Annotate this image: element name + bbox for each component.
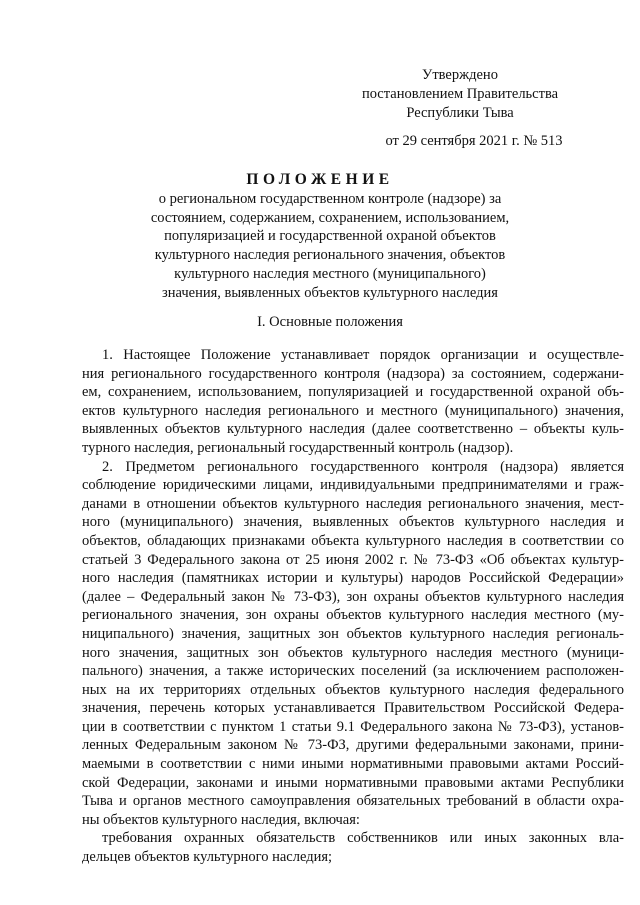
body-line: ных на их территориях отдельных объектов культурного наследия федерального: [82, 681, 624, 698]
subtitle-line: культурного наследия регионального значения, объектов: [154, 247, 506, 264]
section-heading: I. Основные положения: [257, 314, 403, 330]
approval-stamp: [340, 66, 580, 151]
body-line: ниципального) значения, защитных зон объектов культурного наследия региональ-: [82, 625, 624, 642]
approval-line: постановлением Правительства: [361, 86, 559, 102]
body-line: регионального значения, зон охраны объектов культурного наследия местного (му-: [82, 607, 624, 624]
subtitle-line: культурного наследия местного (муниципального): [174, 265, 486, 282]
subtitle-line: популяризацией и государственной охраной объектов: [164, 228, 496, 245]
document-title: ПОЛОЖЕНИЕ: [246, 171, 394, 188]
body-line: данами в отношении объектов культурного наследия регионального значения, мест-: [82, 495, 624, 512]
document-subtitle: [120, 190, 540, 302]
body-line: ем, сохранением, использованием, популяризацией и государственной охраной объ-: [82, 384, 624, 401]
body-line: ленных Федеральным законом № 73-ФЗ, другими федеральными законами, прини-: [82, 737, 624, 754]
body-line: соблюдение юридическими лицами, индивидуальными предпринимателями и граж-: [82, 477, 624, 494]
body-line: пального) значения, а также исторических поселений (за исключением расположен-: [82, 663, 624, 680]
body-line: (далее – Федеральный закон № 73-ФЗ), зон охраны объектов культурного наследия: [82, 588, 624, 605]
body-line: значения, перечень которых устанавливается Правительством Российской Федера-: [82, 700, 624, 717]
body-line: статьей 3 Федерального закона от 25 июня 2002 г. № 73-ФЗ «Об объектах культур-: [82, 551, 624, 568]
body-line: Тыва и органов местного самоуправления обязательных требований в области охра-: [82, 793, 624, 810]
body-line: ской Федерации, законами и иными нормативными правовыми актами Республики: [82, 774, 624, 791]
body-line: ного наследия (памятниках истории и культуры) народов Российской Федерации»: [82, 570, 624, 587]
body-line: ния регионального государственного контроля (надзора) за состоянием, содержани-: [82, 365, 624, 382]
subtitle-line: о региональном государственном контроле (надзоре) за: [158, 191, 502, 207]
body-line: ектов культурного наследия регионального и местного (муниципального) значения,: [82, 402, 624, 419]
approval-line: Утверждено: [422, 67, 498, 83]
body-line: дельцев объектов культурного наследия;: [82, 849, 333, 866]
approval-date: от 29 сентября 2021 г. № 513: [385, 133, 563, 149]
body-line: требования охранных обязательств собственников или иных законных вла-: [102, 830, 624, 847]
body-line: выявленных объектов культурного наследия (далее соответственно – объекты куль-: [82, 421, 624, 438]
body-line: ны объектов культурного наследия, включая:: [82, 811, 360, 828]
body-line: маемыми в соответствии с ними иными нормативными правовыми актами Россий-: [82, 756, 624, 773]
body-line: 2. Предметом регионального государственного контроля (надзора) является: [102, 458, 624, 475]
body-line: 1. Настоящее Положение устанавливает порядок организации и осуществле-: [102, 347, 624, 363]
body-line: ного значения, защитных зон объектов культурного наследия местного (муници-: [82, 644, 624, 661]
approval-line: Республики Тыва: [406, 105, 514, 121]
body-line: турного наследия, региональный государственный контроль (надзор).: [82, 439, 514, 456]
body-line: объектов, обладающих признаками объекта культурного наследия в соответствии со: [82, 532, 624, 549]
body-line: ного (муниципального) значения, выявленных объектов культурного наследия и: [82, 514, 624, 531]
subtitle-line: значения, выявленных объектов культурного наследия: [162, 284, 498, 301]
body-line: ции в соответствии с пунктом 1 статьи 9.1 Федерального закона № 73-ФЗ), установ-: [82, 718, 624, 735]
subtitle-line: состоянием, содержанием, сохранением, использованием,: [150, 209, 510, 226]
document-body: [82, 346, 624, 867]
